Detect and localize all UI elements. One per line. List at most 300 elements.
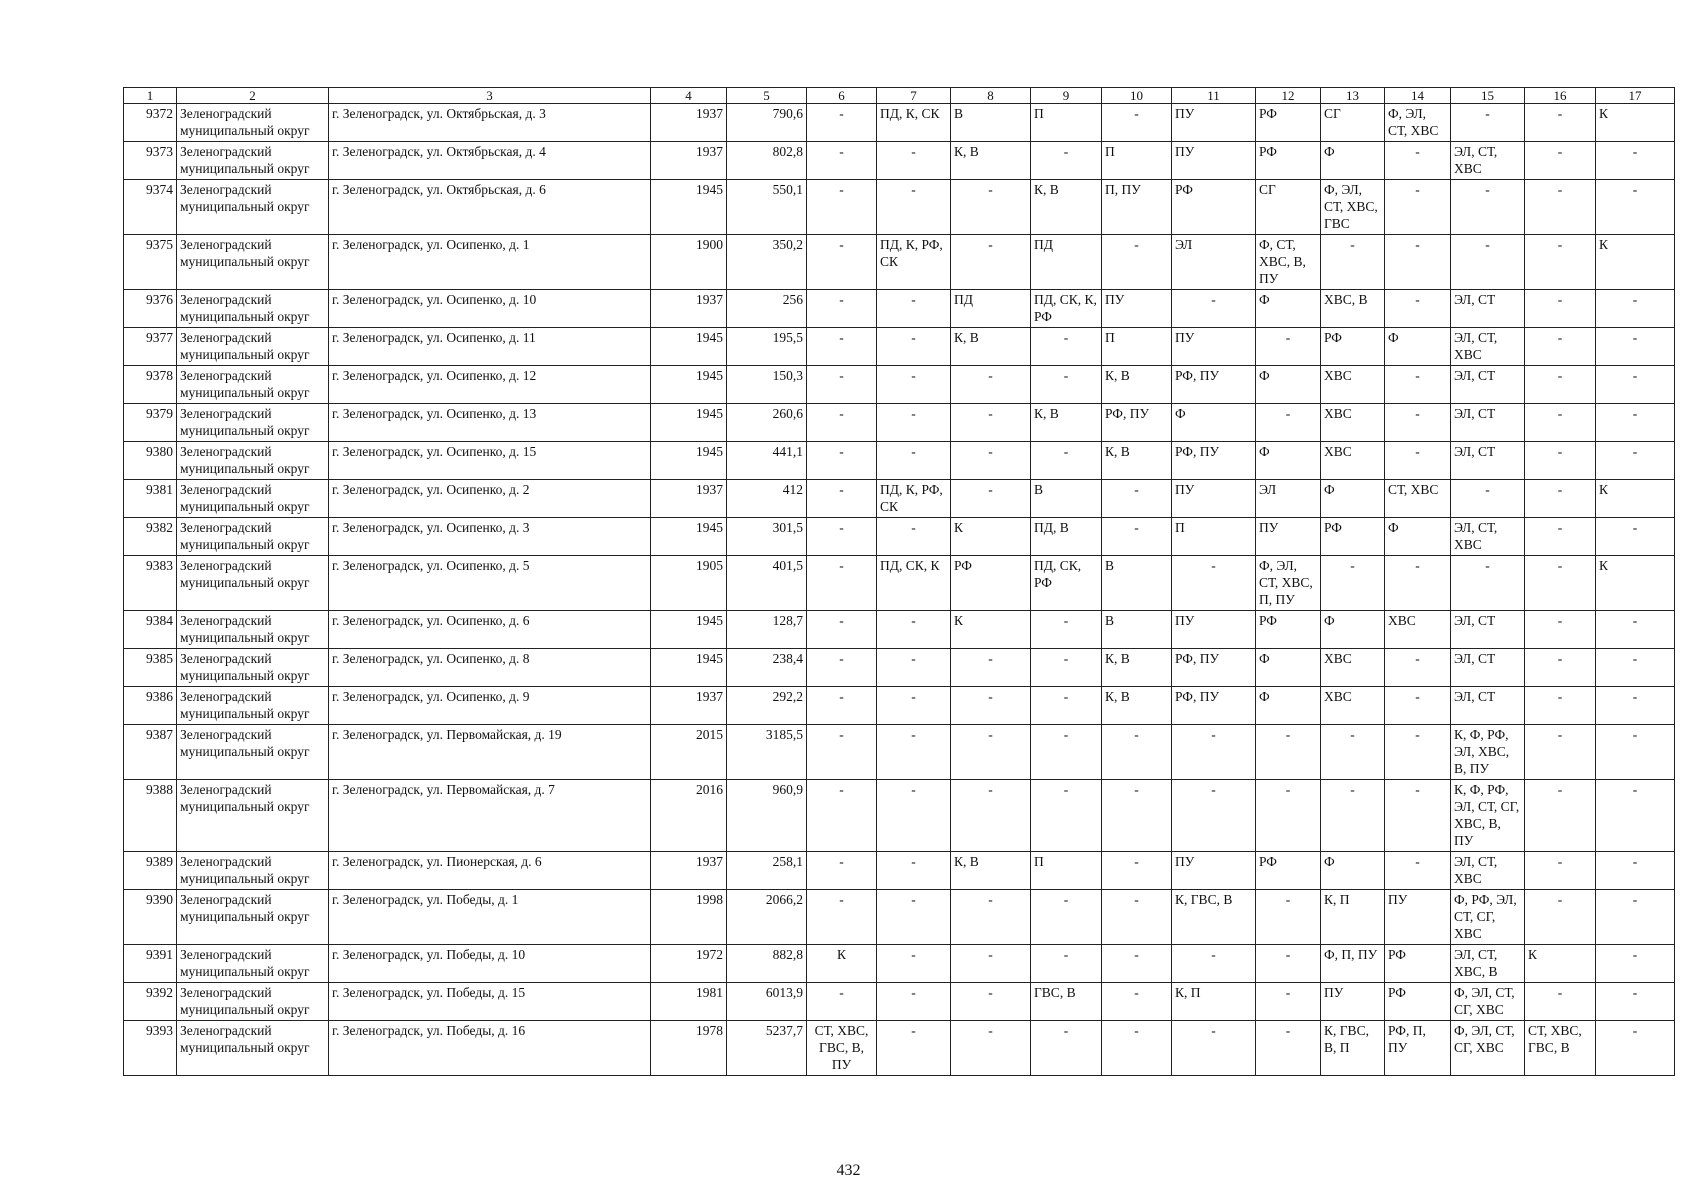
table-cell: - bbox=[807, 328, 877, 366]
table-cell: - bbox=[1102, 104, 1172, 142]
table-cell: РФ, П, ПУ bbox=[1385, 1021, 1451, 1076]
table-cell: - bbox=[1596, 180, 1675, 235]
table-cell: - bbox=[1102, 480, 1172, 518]
table-cell: - bbox=[1525, 235, 1596, 290]
table-cell: Ф bbox=[1256, 366, 1321, 404]
table-cell: ХВС bbox=[1321, 366, 1385, 404]
table-cell: - bbox=[1525, 480, 1596, 518]
table-cell: - bbox=[1102, 890, 1172, 945]
table-cell: - bbox=[1031, 687, 1102, 725]
table-cell: - bbox=[1172, 1021, 1256, 1076]
table-cell: В bbox=[1102, 611, 1172, 649]
table-cell: - bbox=[877, 852, 951, 890]
table-cell: - bbox=[807, 611, 877, 649]
table-cell: СГ bbox=[1321, 104, 1385, 142]
table-cell: 441,1 bbox=[727, 442, 807, 480]
table-cell: Ф, ЭЛ, СТ, ХВС, П, ПУ bbox=[1256, 556, 1321, 611]
table-cell: Зеленоградский муниципальный округ bbox=[177, 611, 329, 649]
table-cell: 150,3 bbox=[727, 366, 807, 404]
table-cell: Зеленоградский муниципальный округ bbox=[177, 290, 329, 328]
table-cell: - bbox=[1031, 890, 1102, 945]
page-number: 432 bbox=[836, 1162, 861, 1179]
table-cell: 9384 bbox=[124, 611, 177, 649]
table-cell: 9376 bbox=[124, 290, 177, 328]
table-cell: - bbox=[951, 983, 1031, 1021]
table-cell: г. Зеленоградск, ул. Осипенко, д. 5 bbox=[329, 556, 651, 611]
table-cell: - bbox=[1172, 780, 1256, 852]
table-cell: 301,5 bbox=[727, 518, 807, 556]
table-row bbox=[124, 556, 1675, 611]
table-cell: - bbox=[1031, 611, 1102, 649]
table-cell: - bbox=[1172, 290, 1256, 328]
table-cell: П bbox=[1102, 328, 1172, 366]
table-cell: 6013,9 bbox=[727, 983, 807, 1021]
table-cell: П bbox=[1031, 104, 1102, 142]
table-cell: - bbox=[877, 366, 951, 404]
table-cell: - bbox=[1102, 235, 1172, 290]
table-cell: Зеленоградский муниципальный округ bbox=[177, 1021, 329, 1076]
table-cell: ЭЛ, СТ bbox=[1451, 442, 1525, 480]
table-cell: 1945 bbox=[651, 404, 727, 442]
table-cell: - bbox=[1525, 328, 1596, 366]
table-cell: 9383 bbox=[124, 556, 177, 611]
table-row bbox=[124, 290, 1675, 328]
table-cell: 9388 bbox=[124, 780, 177, 852]
table-cell: Зеленоградский муниципальный округ bbox=[177, 235, 329, 290]
table-cell: - bbox=[1596, 366, 1675, 404]
table-cell: - bbox=[1596, 852, 1675, 890]
table-cell: 9379 bbox=[124, 404, 177, 442]
table-cell: - bbox=[1385, 556, 1451, 611]
table-cell: Зеленоградский муниципальный округ bbox=[177, 142, 329, 180]
table-row bbox=[124, 945, 1675, 983]
table-cell: К, П bbox=[1321, 890, 1385, 945]
table-cell: ЭЛ, СТ bbox=[1451, 611, 1525, 649]
table-cell: 258,1 bbox=[727, 852, 807, 890]
table-cell: - bbox=[1451, 480, 1525, 518]
table-cell: - bbox=[1256, 890, 1321, 945]
table-cell: СГ bbox=[1256, 180, 1321, 235]
table-cell: РФ bbox=[1385, 983, 1451, 1021]
table-cell: 9389 bbox=[124, 852, 177, 890]
table-cell: К bbox=[1596, 556, 1675, 611]
table-cell: К bbox=[1596, 480, 1675, 518]
table-cell: 1945 bbox=[651, 518, 727, 556]
table-cell: г. Зеленоградск, ул. Осипенко, д. 11 bbox=[329, 328, 651, 366]
table-cell: 9380 bbox=[124, 442, 177, 480]
table-cell: 238,4 bbox=[727, 649, 807, 687]
table-cell: - bbox=[1525, 725, 1596, 780]
table-cell: 9381 bbox=[124, 480, 177, 518]
table-cell: г. Зеленоградск, ул. Пионерская, д. 6 bbox=[329, 852, 651, 890]
table-cell: г. Зеленоградск, ул. Первомайская, д. 19 bbox=[329, 725, 651, 780]
table-cell: В bbox=[1031, 480, 1102, 518]
table-cell: - bbox=[1031, 945, 1102, 983]
table-cell: ХВС bbox=[1321, 442, 1385, 480]
table-cell: - bbox=[877, 780, 951, 852]
table-cell: СТ, ХВС, ГВС, В, ПУ bbox=[807, 1021, 877, 1076]
table-cell: - bbox=[951, 945, 1031, 983]
table-cell: К, В bbox=[1102, 687, 1172, 725]
table-cell: - bbox=[1031, 142, 1102, 180]
table-cell: - bbox=[1596, 290, 1675, 328]
table-cell: - bbox=[807, 687, 877, 725]
table-cell: 1937 bbox=[651, 142, 727, 180]
table-cell: - bbox=[1596, 611, 1675, 649]
table-cell: - bbox=[1385, 235, 1451, 290]
table-cell: 9393 bbox=[124, 1021, 177, 1076]
table-cell: 9372 bbox=[124, 104, 177, 142]
table-cell: - bbox=[807, 442, 877, 480]
table-cell: - bbox=[951, 366, 1031, 404]
table-cell: - bbox=[951, 725, 1031, 780]
table-cell: К, В bbox=[1031, 404, 1102, 442]
table-cell: В bbox=[951, 104, 1031, 142]
table-cell: ЭЛ, СТ bbox=[1451, 649, 1525, 687]
table-cell: - bbox=[1596, 518, 1675, 556]
table-cell: г. Зеленоградск, ул. Осипенко, д. 10 bbox=[329, 290, 651, 328]
table-cell: 9374 bbox=[124, 180, 177, 235]
table-row bbox=[124, 442, 1675, 480]
table-cell: г. Зеленоградск, ул. Осипенко, д. 1 bbox=[329, 235, 651, 290]
table-cell: Ф bbox=[1256, 687, 1321, 725]
table-cell: РФ bbox=[1256, 852, 1321, 890]
table-cell: Зеленоградский муниципальный округ bbox=[177, 442, 329, 480]
table-row bbox=[124, 983, 1675, 1021]
table-cell: - bbox=[1385, 649, 1451, 687]
table-cell: Зеленоградский муниципальный округ bbox=[177, 687, 329, 725]
table-cell: - bbox=[1525, 442, 1596, 480]
table-cell: 1998 bbox=[651, 890, 727, 945]
column-header-10: 10 bbox=[1102, 88, 1172, 104]
table-cell: - bbox=[877, 404, 951, 442]
table-cell: - bbox=[1256, 404, 1321, 442]
table-cell: - bbox=[951, 180, 1031, 235]
table-cell: К, В bbox=[1102, 649, 1172, 687]
table-cell: 802,8 bbox=[727, 142, 807, 180]
table-cell: ХВС bbox=[1321, 687, 1385, 725]
header-row bbox=[124, 88, 1675, 104]
table-cell: - bbox=[1256, 1021, 1321, 1076]
table-cell: 3185,5 bbox=[727, 725, 807, 780]
table-cell: 9387 bbox=[124, 725, 177, 780]
table-cell: 1945 bbox=[651, 649, 727, 687]
table-cell: 1945 bbox=[651, 442, 727, 480]
table-cell: ЭЛ bbox=[1256, 480, 1321, 518]
table-cell: - bbox=[1102, 852, 1172, 890]
table-cell: ХВС bbox=[1385, 611, 1451, 649]
column-header-1: 1 bbox=[124, 88, 177, 104]
table-cell: ЭЛ, СТ, ХВС bbox=[1451, 518, 1525, 556]
table-cell: - bbox=[1596, 328, 1675, 366]
table-cell: - bbox=[807, 725, 877, 780]
table-cell: - bbox=[1596, 649, 1675, 687]
table-cell: РФ, ПУ bbox=[1172, 687, 1256, 725]
table-cell: 1972 bbox=[651, 945, 727, 983]
table-cell: г. Зеленоградск, ул. Осипенко, д. 2 bbox=[329, 480, 651, 518]
column-header-17: 17 bbox=[1596, 88, 1675, 104]
table-cell: - bbox=[877, 687, 951, 725]
table-cell: г. Зеленоградск, ул. Осипенко, д. 3 bbox=[329, 518, 651, 556]
table-cell: К bbox=[1596, 235, 1675, 290]
table-cell: Зеленоградский муниципальный округ bbox=[177, 556, 329, 611]
table-cell: К, В bbox=[1102, 442, 1172, 480]
table-cell: - bbox=[807, 852, 877, 890]
table-cell: - bbox=[1596, 442, 1675, 480]
table-cell: - bbox=[807, 290, 877, 328]
table-cell: 1981 bbox=[651, 983, 727, 1021]
table-cell: ПД, СК, К, РФ bbox=[1031, 290, 1102, 328]
table-cell: РФ, ПУ bbox=[1172, 366, 1256, 404]
table-cell: РФ, ПУ bbox=[1172, 649, 1256, 687]
table-cell: - bbox=[951, 780, 1031, 852]
column-header-3: 3 bbox=[329, 88, 651, 104]
table-row bbox=[124, 518, 1675, 556]
table-cell: - bbox=[807, 142, 877, 180]
column-header-14: 14 bbox=[1385, 88, 1451, 104]
table-cell: СТ, ХВС bbox=[1385, 480, 1451, 518]
table-cell: - bbox=[1596, 687, 1675, 725]
table-cell: РФ, ПУ bbox=[1172, 442, 1256, 480]
table-cell: - bbox=[807, 780, 877, 852]
column-header-6: 6 bbox=[807, 88, 877, 104]
table-cell: - bbox=[1031, 442, 1102, 480]
table-cell: 9378 bbox=[124, 366, 177, 404]
table-cell: - bbox=[1596, 404, 1675, 442]
table-cell: 292,2 bbox=[727, 687, 807, 725]
table-cell: Зеленоградский муниципальный округ bbox=[177, 480, 329, 518]
table-cell: - bbox=[1596, 725, 1675, 780]
table-cell: П, ПУ bbox=[1102, 180, 1172, 235]
table-cell: - bbox=[951, 480, 1031, 518]
table-cell: - bbox=[1321, 780, 1385, 852]
table-cell: - bbox=[1172, 725, 1256, 780]
table-cell: Ф bbox=[1321, 611, 1385, 649]
table-cell: Ф bbox=[1256, 649, 1321, 687]
table-cell: Ф bbox=[1385, 518, 1451, 556]
table-row bbox=[124, 890, 1675, 945]
table-cell: - bbox=[877, 290, 951, 328]
table-cell: - bbox=[1451, 556, 1525, 611]
table-cell: г. Зеленоградск, ул. Осипенко, д. 8 bbox=[329, 649, 651, 687]
table-cell: РФ bbox=[951, 556, 1031, 611]
table-cell: - bbox=[1385, 725, 1451, 780]
table-cell: 9382 bbox=[124, 518, 177, 556]
table-cell: 1945 bbox=[651, 611, 727, 649]
table-cell: - bbox=[951, 1021, 1031, 1076]
table-cell: ПД, СК, РФ bbox=[1031, 556, 1102, 611]
table-cell: ПУ bbox=[1321, 983, 1385, 1021]
table-cell: - bbox=[1385, 404, 1451, 442]
table-cell: 1945 bbox=[651, 328, 727, 366]
table-cell: ПУ bbox=[1172, 480, 1256, 518]
table-cell: ХВС bbox=[1321, 649, 1385, 687]
table-cell: - bbox=[1385, 290, 1451, 328]
table-cell: - bbox=[1525, 890, 1596, 945]
table-cell: 1937 bbox=[651, 290, 727, 328]
table-cell: К, В bbox=[1102, 366, 1172, 404]
table-cell: - bbox=[1525, 780, 1596, 852]
table-cell: - bbox=[1385, 366, 1451, 404]
table-row bbox=[124, 404, 1675, 442]
table-row bbox=[124, 235, 1675, 290]
table-cell: ЭЛ, СТ bbox=[1451, 687, 1525, 725]
table-cell: - bbox=[807, 366, 877, 404]
table-cell: - bbox=[1385, 142, 1451, 180]
table-cell: - bbox=[1321, 725, 1385, 780]
table-cell: ПД, СК, К bbox=[877, 556, 951, 611]
table-row bbox=[124, 180, 1675, 235]
table-cell: - bbox=[877, 328, 951, 366]
table-cell: - bbox=[951, 649, 1031, 687]
table-cell: К, ГВС, В, П bbox=[1321, 1021, 1385, 1076]
table-cell: - bbox=[1031, 328, 1102, 366]
table-cell: ЭЛ bbox=[1172, 235, 1256, 290]
table-cell: 9391 bbox=[124, 945, 177, 983]
register-table bbox=[123, 87, 1675, 1076]
table-cell: 1978 bbox=[651, 1021, 727, 1076]
table-cell: РФ, ПУ bbox=[1102, 404, 1172, 442]
table-cell: ЭЛ, СТ bbox=[1451, 366, 1525, 404]
table-cell: ЭЛ, СТ bbox=[1451, 290, 1525, 328]
table-cell: - bbox=[1525, 611, 1596, 649]
table-cell: РФ bbox=[1321, 328, 1385, 366]
table-cell: - bbox=[1451, 235, 1525, 290]
table-cell: - bbox=[1031, 366, 1102, 404]
table-cell: Зеленоградский муниципальный округ bbox=[177, 404, 329, 442]
table-cell: - bbox=[807, 180, 877, 235]
table-cell: Зеленоградский муниципальный округ bbox=[177, 366, 329, 404]
table-cell: Ф bbox=[1172, 404, 1256, 442]
table-row bbox=[124, 649, 1675, 687]
table-cell: - bbox=[1102, 983, 1172, 1021]
table-cell: 1937 bbox=[651, 104, 727, 142]
table-cell: - bbox=[1102, 945, 1172, 983]
table-cell: - bbox=[1596, 890, 1675, 945]
table-cell: Ф bbox=[1321, 480, 1385, 518]
table-cell: 1905 bbox=[651, 556, 727, 611]
table-cell: ПУ bbox=[1172, 328, 1256, 366]
table-cell: Зеленоградский муниципальный округ bbox=[177, 983, 329, 1021]
table-row bbox=[124, 687, 1675, 725]
table-cell: - bbox=[807, 890, 877, 945]
table-cell: ГВС, В bbox=[1031, 983, 1102, 1021]
table-cell: г. Зеленоградск, ул. Победы, д. 15 bbox=[329, 983, 651, 1021]
table-cell: - bbox=[877, 1021, 951, 1076]
table-cell: В bbox=[1102, 556, 1172, 611]
table-cell: К, В bbox=[1031, 180, 1102, 235]
table-cell: г. Зеленоградск, ул. Осипенко, д. 12 bbox=[329, 366, 651, 404]
table-cell: Ф, П, ПУ bbox=[1321, 945, 1385, 983]
column-header-4: 4 bbox=[651, 88, 727, 104]
table-cell: 412 bbox=[727, 480, 807, 518]
table-cell: К, П bbox=[1172, 983, 1256, 1021]
table-cell: Ф, СТ, ХВС, В, ПУ bbox=[1256, 235, 1321, 290]
table-cell: 9385 bbox=[124, 649, 177, 687]
table-cell: 2016 bbox=[651, 780, 727, 852]
column-header-2: 2 bbox=[177, 88, 329, 104]
table-cell: 1937 bbox=[651, 480, 727, 518]
table-cell: ПУ bbox=[1172, 104, 1256, 142]
table-cell: 1937 bbox=[651, 852, 727, 890]
table-cell: ПУ bbox=[1385, 890, 1451, 945]
table-cell: - bbox=[807, 983, 877, 1021]
table-cell: - bbox=[1385, 442, 1451, 480]
table-cell: Ф bbox=[1385, 328, 1451, 366]
table-cell: - bbox=[1102, 725, 1172, 780]
table-cell: - bbox=[1031, 780, 1102, 852]
table-cell: - bbox=[1256, 725, 1321, 780]
table-cell: К bbox=[1525, 945, 1596, 983]
table-cell: 9373 bbox=[124, 142, 177, 180]
table-cell: г. Зеленоградск, ул. Победы, д. 10 bbox=[329, 945, 651, 983]
table-cell: П bbox=[1172, 518, 1256, 556]
table-cell: 1900 bbox=[651, 235, 727, 290]
table-cell: 401,5 bbox=[727, 556, 807, 611]
column-header-15: 15 bbox=[1451, 88, 1525, 104]
table-cell: - bbox=[1031, 725, 1102, 780]
table-cell: Ф, ЭЛ, СТ, СГ, ХВС bbox=[1451, 983, 1525, 1021]
table-cell: - bbox=[807, 556, 877, 611]
table-cell: г. Зеленоградск, ул. Первомайская, д. 7 bbox=[329, 780, 651, 852]
table-cell: - bbox=[807, 649, 877, 687]
table-cell: ПУ bbox=[1172, 611, 1256, 649]
table-cell: ЭЛ, СТ, ХВС, В bbox=[1451, 945, 1525, 983]
table-cell: - bbox=[1451, 180, 1525, 235]
table-cell: - bbox=[951, 235, 1031, 290]
table-cell: Ф bbox=[1256, 442, 1321, 480]
table-cell: - bbox=[807, 404, 877, 442]
table-cell: 128,7 bbox=[727, 611, 807, 649]
table-cell: 9390 bbox=[124, 890, 177, 945]
table-cell: ПУ bbox=[1256, 518, 1321, 556]
table-cell: г. Зеленоградск, ул. Осипенко, д. 15 bbox=[329, 442, 651, 480]
table-cell: - bbox=[1321, 235, 1385, 290]
table-cell: - bbox=[1596, 945, 1675, 983]
table-row bbox=[124, 725, 1675, 780]
column-header-8: 8 bbox=[951, 88, 1031, 104]
table-cell: - bbox=[951, 890, 1031, 945]
table-cell: г. Зеленоградск, ул. Октябрьская, д. 6 bbox=[329, 180, 651, 235]
table-cell: - bbox=[1256, 983, 1321, 1021]
table-cell: 9392 bbox=[124, 983, 177, 1021]
table-cell: г. Зеленоградск, ул. Октябрьская, д. 3 bbox=[329, 104, 651, 142]
table-cell: - bbox=[1525, 404, 1596, 442]
table-cell: г. Зеленоградск, ул. Осипенко, д. 6 bbox=[329, 611, 651, 649]
table-cell: - bbox=[1525, 290, 1596, 328]
table-cell: г. Зеленоградск, ул. Осипенко, д. 13 bbox=[329, 404, 651, 442]
table-row bbox=[124, 611, 1675, 649]
table-cell: - bbox=[807, 104, 877, 142]
table-cell: СТ, ХВС, ГВС, В bbox=[1525, 1021, 1596, 1076]
table-cell: ПУ bbox=[1172, 142, 1256, 180]
table-row bbox=[124, 480, 1675, 518]
table-cell: К, В bbox=[951, 852, 1031, 890]
table-cell: ПД, К, РФ, СК bbox=[877, 235, 951, 290]
column-header-12: 12 bbox=[1256, 88, 1321, 104]
column-header-5: 5 bbox=[727, 88, 807, 104]
table-cell: - bbox=[877, 142, 951, 180]
table-cell: Ф bbox=[1256, 290, 1321, 328]
table-cell: - bbox=[1525, 104, 1596, 142]
table-cell: - bbox=[951, 687, 1031, 725]
table-cell: - bbox=[1256, 780, 1321, 852]
table-cell: 1945 bbox=[651, 366, 727, 404]
table-cell: - bbox=[1525, 687, 1596, 725]
table-row bbox=[124, 104, 1675, 142]
table-cell: 1937 bbox=[651, 687, 727, 725]
table-cell: РФ bbox=[1172, 180, 1256, 235]
